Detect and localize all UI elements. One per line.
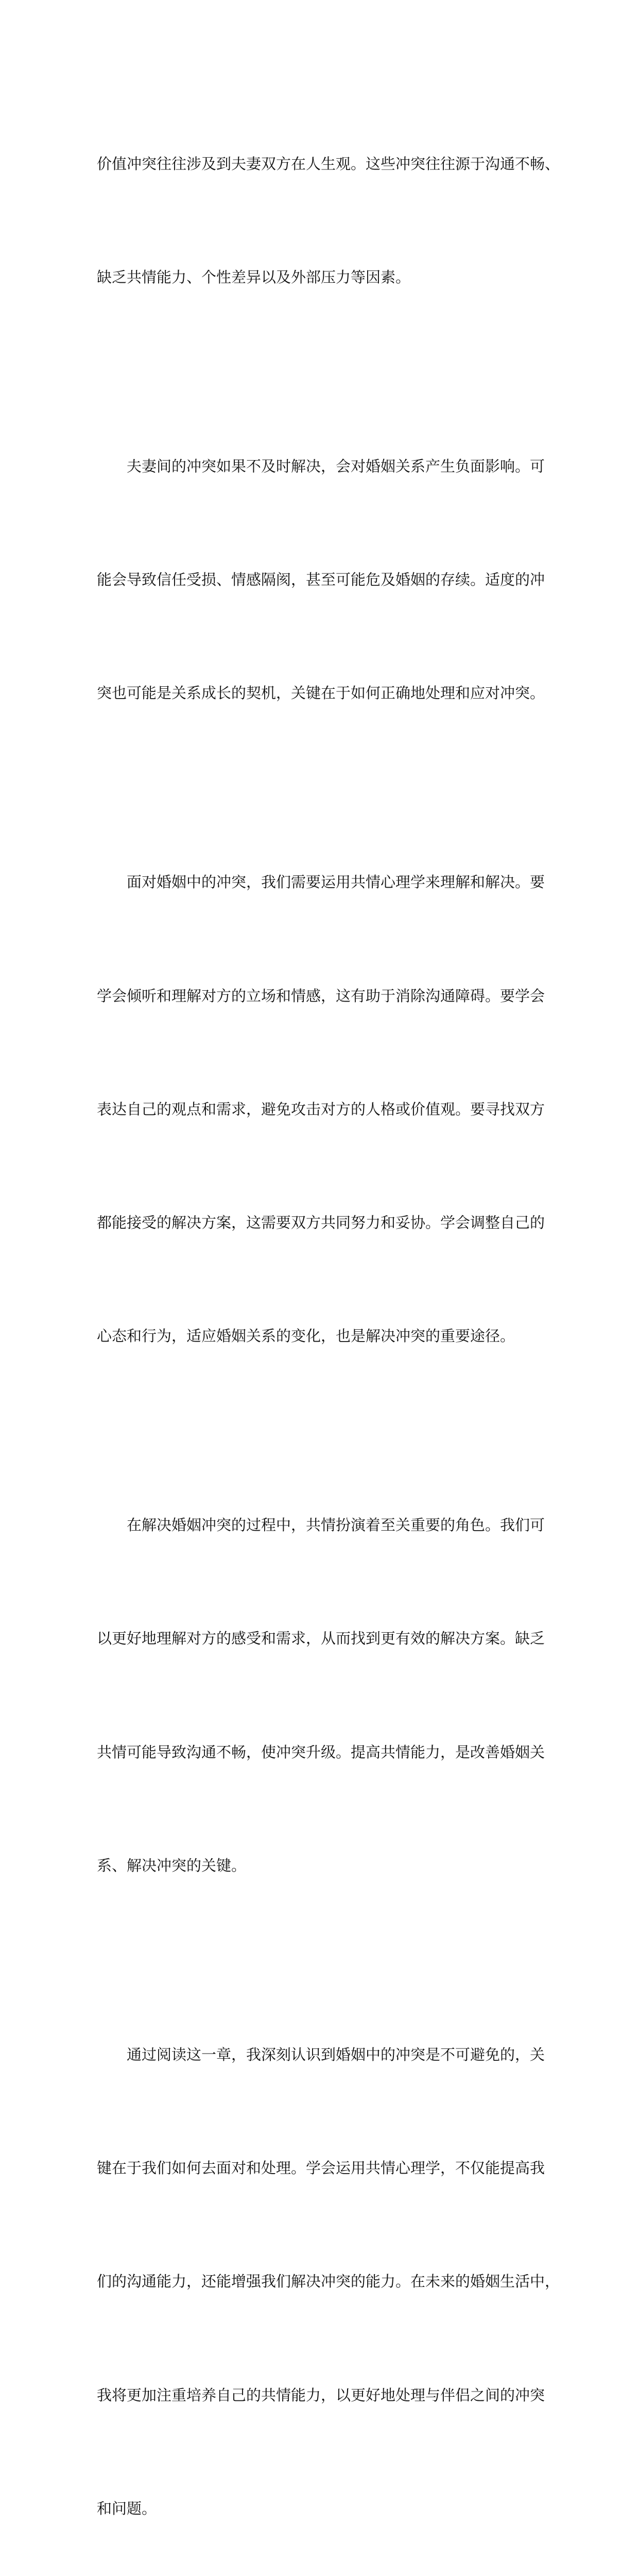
text-line: 在解决婚姻冲突的过程中，共情扮演着至关重要的角色。我们可 — [127, 1516, 545, 1534]
text-line: 和问题。 — [97, 2499, 157, 2517]
text-line: 共情可能导致沟通不畅，使冲突升级。提高共情能力，是改善婚姻关 — [97, 1743, 545, 1761]
text-line: 通过阅读这一章，我深刻认识到婚姻中的冲突是不可避免的，关 — [127, 2045, 545, 2063]
paragraph-2 — [97, 372, 550, 788]
text-line: 能会导致信任受损、情感隔阂，甚至可能危及婚姻的存续。适度的冲 — [97, 571, 545, 589]
text-line: 键在于我们如何去面对和处理。学会运用共情心理学，不仅能提高我 — [97, 2159, 545, 2177]
paragraph-1 — [97, 70, 560, 372]
document-body — [97, 70, 560, 2576]
text-line: 面对婚姻中的冲突，我们需要运用共情心理学来理解和解决。要 — [127, 873, 545, 891]
text-line: 缺乏共情能力、个性差异以及外部压力等因素。 — [97, 268, 411, 286]
text-line: 学会倾听和理解对方的立场和情感，这有助于消除沟通障碍。要学会 — [97, 987, 545, 1005]
text-line: 突也可能是关系成长的契机，关键在于如何正确地处理和应对冲突。 — [97, 684, 545, 702]
text-line: 夫妻间的冲突如果不及时解决，会对婚姻关系产生负面影响。可 — [127, 457, 545, 476]
paragraph-4 — [97, 1431, 550, 1960]
paragraph-3 — [97, 788, 550, 1431]
text-line: 们的沟通能力，还能增强我们解决冲突的能力。在未来的婚姻生活中， — [97, 2273, 560, 2291]
text-line: 我将更加注重培养自己的共情能力，以更好地处理与伴侣之间的冲突 — [97, 2386, 545, 2404]
text-line: 心态和行为，适应婚姻关系的变化，也是解决冲突的重要途径。 — [97, 1327, 515, 1345]
text-line: 都能接受的解决方案，这需要双方共同努力和妥协。学会调整自己的 — [97, 1214, 545, 1232]
text-line: 系、解决冲突的关键。 — [97, 1856, 247, 1874]
text-line: 价值冲突往往涉及到夫妻双方在人生观。这些冲突往往源于沟通不畅、 — [97, 155, 560, 173]
paragraph-5 — [97, 1960, 560, 2576]
text-line: 表达自己的观点和需求，避免攻击对方的人格或价值观。要寻找双方 — [97, 1100, 545, 1118]
text-line: 以更好地理解对方的感受和需求，从而找到更有效的解决方案。缺乏 — [97, 1630, 545, 1648]
